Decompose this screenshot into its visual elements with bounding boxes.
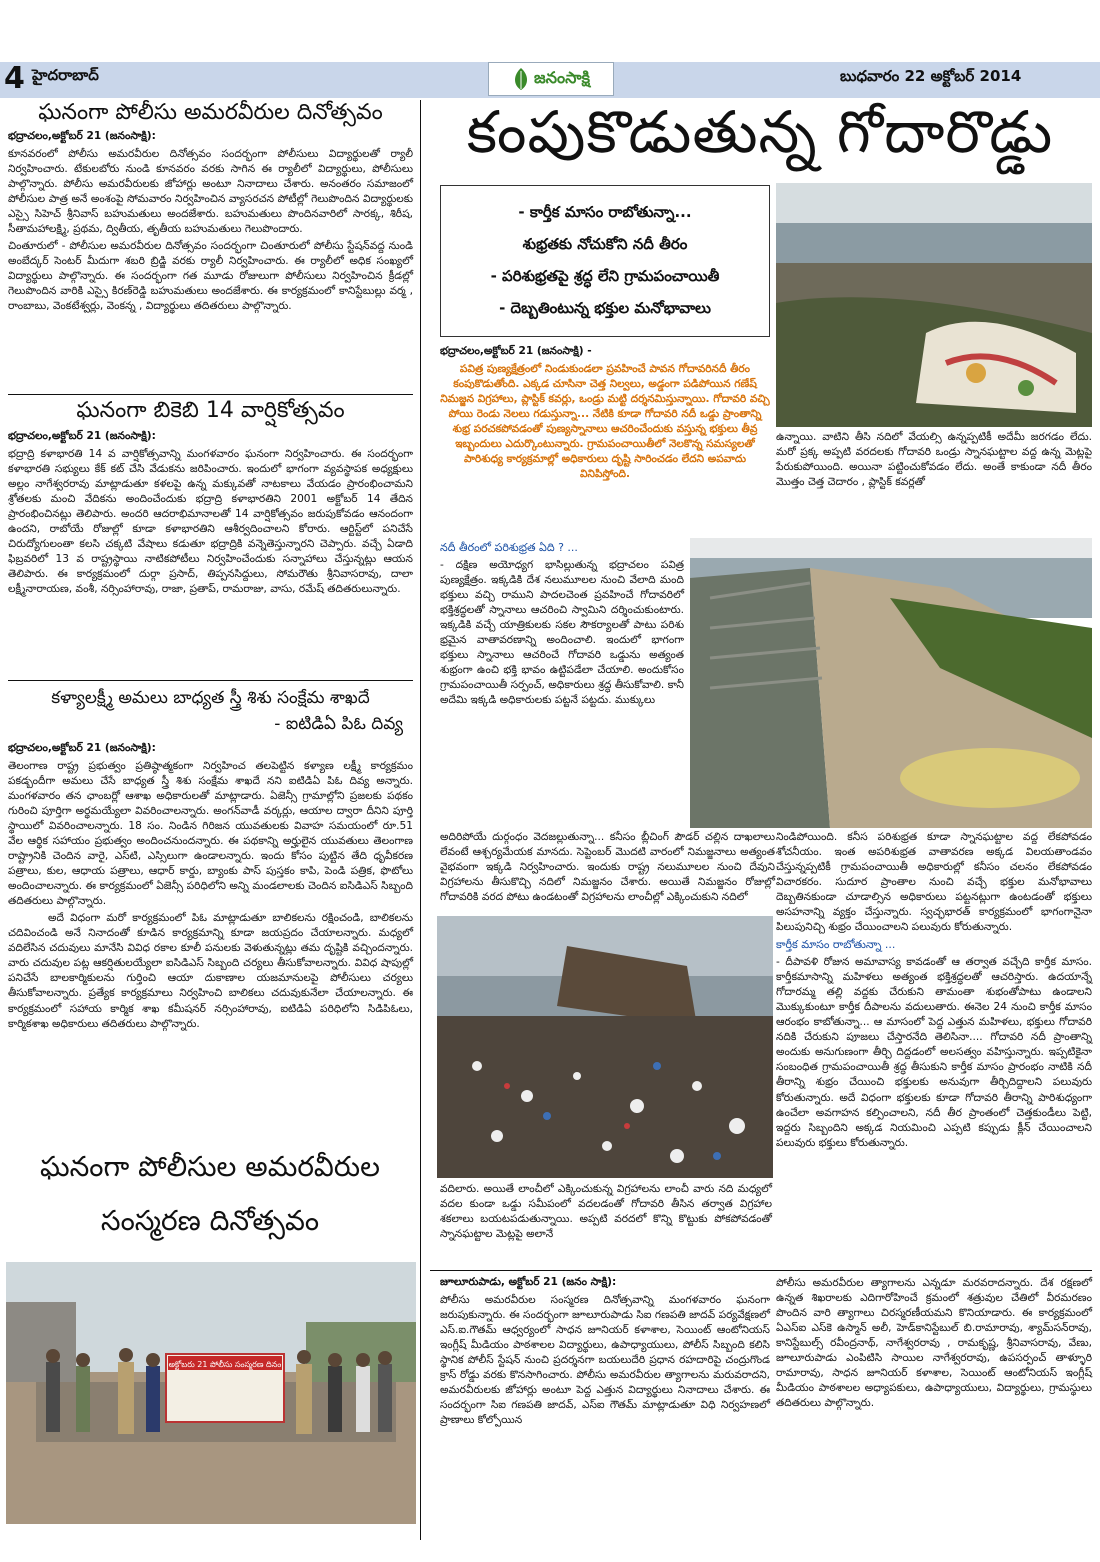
bullet-item: - కార్తీక మాసం రాబోతున్నా...	[518, 203, 692, 221]
headline-kalyana: కళ్యాలక్ష్మీ అమలు బాధ్యత స్త్రీ శిశు సంక్షేమ శాఖదే	[51, 688, 370, 708]
godavari-intro	[440, 345, 770, 482]
paragraph: నిండిపోయింది. కనీస పరిశుభ్రత కూడా స్నానఘట్టాల వద్ద లేకపోవడం శోచనీయం. ఇంత అపరిశుభ్రత వాతావరణ అక్కడ విలయతాండవం చేస్తున్నప్పటికీ గ్రామపంచాయితీ అధికారుల్లో కనీసం చలనం లేకపోవడం విచారకరం. సుదూర ప్రాంతాల నుంచి వచ్చే భక్తుల మనోభావాలు దెబ్బతినకుండా చూడాల్సిన అధికారులు పట్టనట్లుగా ఉంటడంతో భక్తులు అసహనాన్ని వ్యక్తం చేస్తున్నారు. స్వచ్ఛభారత్ కార్యక్రమంలో భాగంగానైనా పిలుపునిచ్చి శుభ్రం చేయించాలని పలువురు కోరుతున్నారు.	[776, 831, 1092, 934]
dateline: భద్రాచలం,అక్టోబర్ 21 (జనంసాక్షి):	[8, 130, 156, 142]
godavari-bottom-para: వదిలారు. అయితే లాంచీలో ఎక్కించుకున్న విగ్రహాలను లాంచీ వారు నది మధ్యలో వదల కుండా ఒడ్డు సమీపంలో వదలడంతో గోదావరి తీసిన తర్వాత విగ్రహాల శకలాలు బయటపడుతున్నాయి. అప్పటి వరదలో కొన్ని కొట్టుకు పోకపోవడంతో స్నానఘట్టాల మెట్లపై అలానే	[440, 1183, 772, 1241]
subheading: కార్తీక మాసం రాబోతున్నా ...	[776, 938, 896, 952]
masthead-date: బుధవారం 22 అక్టోబర్ 2014	[840, 67, 1022, 85]
headline-bkb: ఘనంగా బికెబి 14 వార్షికోత్సవం	[76, 398, 345, 423]
article-bkb	[8, 430, 413, 599]
subheadline-kalyana: - ఐటిడిఏ పిఓ దివ్య	[274, 714, 403, 734]
bullet-box	[440, 185, 770, 337]
divider	[8, 680, 413, 681]
headline-godavari: కంపుకొడుతున్న గోదారొడ్డు	[466, 98, 1054, 166]
article-police-2-col2: పోలీసు అమరవీరుల త్యాగాలను ఎన్నడూ మరవరాదన్నారు. దేశ రక్షణలో ఉన్నత శిఖరాలకు ఎదిగారోహించే క్రమంలో శత్రువుల చేతిలో వీరమరణం పొందిన వారి త్యాగాలు చిరస్మరణీయమని కొనియాడారు. ఈ కార్యక్రమంలో ఏఎస్ఐ ఎస్‌కె ఉస్మాన్ అలీ, హెడ్‌కానిస్టేబుల్ బి.రామారావు, శ్యామ్‌సన్‌రావు, కానిస్టేబుల్స్ రవీంద్రనాథ్, నాగేశ్వరరావు , రామకృష్ణ, శ్రీనివాసరావు, వేణు, జూలూరుపాడు ఎంపిటిసి సాయిల నాగేశ్వరరావు, ఉపసర్పంచ్ తాళ్ళూరి రామారావు, సాధన జూనియర్ కళాశాల, సెయింట్ ఆంటోనియస్ ఇంగ్లీష్ మీడియం పాఠశాలల అధ్యాపకులు, ఉపాధ్యాయులు, విద్యార్థులు, గ్రామస్థులు తదితరులు పాల్గొన్నారు.	[776, 1277, 1092, 1410]
banner-text: అక్టోబరు 21 పోలీసు సంస్మరణ దినం	[168, 1360, 282, 1369]
paragraph: - దక్షిణ అయోధ్యగ భాసిల్లుతున్న భద్రాచలం పవిత్ర పుణ్యక్షేత్రం. ఇక్కడికి దేశ నలుమూలల నుంచి వేలాది మంది భక్తులు వచ్చి రాముని పాదలచెంత ప్రవహించే గోదావరిలో భక్తిశ్రద్ధలతో స్నానాలు ఆచరించి స్వామిని దర్శించుకుంటారు. ఇక్కడికి వచ్చే యాత్రికులకు సకల సౌకర్యాలతో పాటు పరిశు భ్రమైన వాతావరణాన్ని అందించాలి. ఇందులో భాగంగా భక్తులు స్నానాలు ఆచరించే గోదావరి ఒడ్డును అత్యంత శుభ్రంగా ఉంచి భక్తి భావం ఉట్టిపడేలా చేయాలి. అందుకోసం గ్రామపంచాయితీ సర్పంచ్, అధికారులు శ్రద్ధ తీసుకోవాలి. కానీ అదేమి ఇక్కడి అధికారులకు పట్టనే పట్టదు. ముక్కులు	[440, 559, 684, 707]
riverbank-photo-2	[690, 538, 1092, 828]
dateline: భద్రాచలం,అక్టోబర్ 21 (జనంసాక్షి):	[8, 430, 156, 442]
paragraph: అదే విధంగా మరో కార్యక్రమంలో పిఓ మాట్లాడుతూ బాలికలను రక్షించండి, బాలికలను చదివించండి అనే నినాదంతో కూడిన కార్యక్రమాన్ని కూడా జయప్రదం చేయాలన్నారు. మధ్యలో వదిలేసిన చదువులు మానేసి వివిధ రకాల కూలీ పనులకు వెళుతున్నట్లు తమ దృష్టికి వచ్చిందన్నారు. వారు చదువుల పట్ల ఆకర్షితులయ్యేలా ఐసిడిఎస్ సిబ్బంది చర్యలు తీసుకోవాలన్నారు. వివిధ షాపుల్లో పనిచేసే బాలకార్మికులను గుర్తించి ఆయా దుకాణాల యజమానులపై పోలీసులు చర్యలు తీసుకోవాలన్నారు. ప్రత్యేక కార్యక్రమాలు నిర్వహించి బాలికలు చదువుకునేలా చేయాలన్నారు. ఈ కార్యక్రమంలో సహాయ కార్మిక శాఖ కమీషనర్ నర్సింహారావు, ఐటిడిఏ పరిధిలోని సిడిపిఓలు, కార్మికశాఖ అధికారులు తదితరులు పాల్గొన్నారు.	[8, 912, 413, 1030]
godavari-body-1	[440, 538, 684, 708]
godavari-right-2	[776, 830, 1092, 1151]
bullet-item: - పరిశుభ్రతపై శ్రద్ధ లేని గ్రామపంచాయితీ	[490, 267, 720, 285]
riverbank-photo-3	[437, 916, 773, 1178]
logo-text: జనంసాక్షి	[534, 67, 590, 87]
dateline: భద్రాచలం,అక్టోబర్ 21 (జనంసాక్షి):	[8, 742, 156, 754]
paragraph: - దీపావళి రోజున అమావాస్య కావడంతో ఆ తర్వాత వచ్చేది కార్తీక మాసం. కార్తీకమాసాన్ని మహిళలు అత్యంత భక్తిశ్రద్ధలతో ఆచరిస్తారు. ఉదయాన్నే గోదారమ్మ తల్లి వద్దకు చేరుకుని తామంతా శుభంతోపాటు ఉండాలని మొక్కుకుంటూ కార్తీక దీపాలను వదులుతారు. ఈనెల 24 నుంచి కార్తీక మాసం ఆరంభం కాబోతున్నా... ఆ మాసంలో పెద్ద ఎత్తున మహిళలు, భక్తులు గోదావరి నదికి చేరుకుని పూజలు చేస్తారనేది తెలిసినా.... గోదావరి నదీ ప్రాంతాన్ని అందుకు అనుగుణంగా తీర్చి దిద్దడంలో అలసత్వం వహిస్తున్నారు. ఇప్పటికైనా సంబంధిత గ్రామపంచాయితీ శ్రద్ధ తీసుకుని కార్తీక మాసం ప్రారంభం నాటికి నదీ తీరాన్ని శుభ్రం చేయించి భక్తులకు అనువుగా తీర్చిదిద్దాలని పలువురు కోరుతున్నారు. అదే విధంగా భక్తులకు కూడా గోదావరి తీరాన్ని పారిశుధ్యంగా ఉంచేలా అవగాహన కల్పించాలని, నదీ తీర ప్రాంతంలో చెత్తకుండీలు పెట్టి, ఇద్దరు సిబ్బందిని అక్కడ నియమించి ఎప్పటి కప్పుడు క్లీన్ చేయించాలని పలువురు భక్తులు కోరుతున్నారు.	[776, 956, 1092, 1149]
divider	[8, 394, 413, 395]
page-number: 4	[4, 61, 25, 96]
paragraph: భద్రాద్రి కళాభారతి 14 వ వార్షికోత్సవాన్ని మంగళవారం ఘనంగా నిర్వహించారు. ఈ సందర్భంగా కళాభారతి సభ్యులు కేక్ కట్ చేసి వేడుకను జరిపించారు. ఇందులో భాగంగా వ్యవస్థాపక అధ్యక్షులు అల్లం నాగేశ్వరరావు మాట్లాడుతూ కళలపై ఉన్న మక్కువతో నాటకాలు వేయడం ప్రారంభించామని శ్రోతలకు మంచి వేదికను అందించేందుకు భద్రాద్రి కళాభారతిని 2001 అక్టోబర్ 14 తేదిన ప్రారంభించినట్లు తెలిపారు. అందరి ఆదరాభిమానాలతో 14 వార్షికోత్సవం జరుపుకోవడం ఆనందంగా ఉందని, రాబోయే రోజుల్లో కూడా కళాభారతిని ఆశీర్వదించాలని కోరారు. ఆర్టిస్ట్‌లో పనిచేసే చిరుద్యోగులంతా కలసి చక్కటి వేషాలు కడుతూ భద్రాద్రికి వన్నెతెస్తున్నారని చెప్పారు. వచ్చే ఏడాది ఫిబ్రవరిలో 13 వ రాష్ట్రస్థాయి నాటికపోటీలు నిర్వహించేందుకు సన్నాహాలు చేస్తున్నట్లు ఆయన తెలిపారు. ఈ కార్యక్రమంలో దుర్గా ప్రసాద్, తిప్పనసిద్దులు, సోమరౌతు శ్రీనివాసరావు, దాలా లక్ష్మీనారాయణ, వంశీ, నర్సింహారావు, రాజా, ప్రతాప్, రామరాజు, వాసు, రమేష్ తదితరులున్నారు.	[8, 448, 413, 596]
divider	[430, 1270, 1092, 1271]
column-divider	[420, 100, 421, 1540]
right-para-1: ఉన్నాయి. వాటిని తీసి నదిలో వేయల్సి ఉన్నప్పటికీ అదేమీ జరగడం లేదు. మరో ప్రక్క అప్పటి వరదలకు గోదావరి ఒండ్రు స్నానఘట్టాల వద్ద ఉన్న మెట్లపై పేరుకుపోయింది. అయినా పట్టించుకోవడం లేదు. అంతే కాకుండా నదీ తీరం మొత్తం చెత్త చెదారం , ప్లాస్టిక్ కవర్లతో	[776, 431, 1092, 489]
headline-police-1: ఘనంగా పోలీసు అమరవీరుల దినోత్సవం	[38, 100, 383, 125]
dateline: జూలూరుపాడు, అక్టోబర్ 21 (జనం సాక్షి):	[440, 1276, 617, 1288]
headline-police-2-line1: ఘనంగా పోలీసుల అమరవీరుల	[40, 1150, 380, 1183]
intro-paragraph: పవిత్ర పుణ్యక్షేత్రంలో నిండుకుండలా ప్రవహించే పావన గోదావరినదీ తీరం కంపుకొడుతోంది. ఎక్కడ చూసినా చెత్త నిల్వలు, అడ్డంగా పడిపోయిన గణేష్ నిమజ్జన విగ్రహాలు, ప్లాస్టిక్ కవర్లు, ఒండ్రు మట్టి దర్శనమిస్తున్నాయి. గోదావరి వచ్చి పోయి రెండు నెలలు గడుస్తున్నా... నేటికి కూడా గోదావరి నదీ ఒడ్డు ప్రాంతాన్ని శుభ్ర పరచకపోవడంతో పుణ్యస్నానాలు ఆచరించేందుకు వస్తున్న భక్తులు తీవ్ర ఇబ్బందులు ఎదుర్కొంటున్నారు. గ్రామపంచాయితీలో నెలకొన్న సమస్యలతో పారిశుధ్య కార్యక్రమాల్లో అధికారులు దృష్టి సారించడం లేదని అపవాదు వినిపిస్తోంది.	[440, 363, 770, 481]
article-kalyana	[8, 742, 413, 1034]
article-police-2-col1	[440, 1276, 770, 1428]
dateline: భద్రాచలం,అక్టోబర్ 21 (జనంసాక్షి) -	[440, 345, 592, 357]
paragraph: కూనవరంలో పోలీసు అమరవీరుల దినోత్సవం సందర్భంగా పోలీసులు విద్యార్థులతో ర్యాలీ నిర్వహించారు. టేకులబోరు నుండి కూనవరం వరకు సాగిన ఈ ర్యాలీలో విద్యార్థులు, పోలీసులు పాల్గొన్నారు. పోలీసు అమరవీరులకు జోహార్లు అంటూ నినాదాలు చేశారు. అనంతరం సమాజంలో పోలీసుల పాత్ర అనే అంశంపై సోమవారం నిర్వహించిన వ్యాసరచన పోటీల్లో గెలుపొందిన విద్యార్థులకు ఎస్సై సిహెచ్ శ్రీనివాస్ బహుమతులు అందజేశారు. బహుమతులు పొందినవారిలో సారక్క, శిరీష, సీతామహాలక్ష్మి, ప్రథమ, ద్వితీయ, తృతీయ బహుమతులు గెలుపొందారు.	[8, 148, 413, 236]
edition-label: హైదరాబాద్	[32, 66, 99, 84]
godavari-body-1-cont: అదిరిపోయే దుర్గంధం వెదజల్లుతున్నా... కనీసం బ్లీచింగ్ పౌడర్ చల్లిన దాఖలాలు లేవంటే ఆశ్చర్యమేయక మానదు. సెప్టెంబర్ మొదటి వారంలో నిమజ్జనాలు అత్యంత వైభవంగా ఇక్కడి నిర్వహించారు. ఇందుకు రాష్ట్ర నలుమూలల నుంచి దేవుని విగ్రహాలను తీసుకొచ్చి నదిలో నిమజ్జనం చేశారు. అయితే నిమజ్జనం రోజుల్లో గోదావరికి వరద పోటు ఉండటంతో విగ్రహాలను లాంచీల్లో ఎక్కించుకుని నదిలో	[440, 831, 775, 904]
bullet-item: శుభ్రతకు నోచుకోని నదీ తీరం	[522, 235, 688, 253]
rally-photo	[6, 1262, 416, 1524]
paragraph: పోలీసు అమరవీరుల సంస్మరణ దినోత్సవాన్ని మంగళవారం ఘనంగా జరుపుకున్నారు. ఈ సందర్భంగా జూలూరుపాడు సిఐ గణపతి జాదవ్ పర్యవేక్షణలో ఎస్.ఐ.గౌతమ్ ఆధ్వర్యంలో సాధన జూనియర్ కళాశాల, సెయింట్ ఆంటోనియస్ ఇంగ్లీష్ మీడియం పాఠశాలల విద్యార్థులు, ఉపాధ్యాయులు, పోలీస్ సిబ్బంది కలిసి స్థానిక పోలీస్ స్టేషన్ నుంచి ప్రదర్శనగా బయలుదేరి ప్రధాన రహదారిపై చంద్రుగొండ క్రాస్ రోడ్డు వరకు కొనసాగించారు. పోలీసు అమరవీరుల త్యాగాలను మరువరాదని, అమరవీరులకు జోహార్లు అంటూ పెద్ద ఎత్తున విద్యార్థులు నినాదాలు చేశారు. ఈ సందర్భంగా సిఐ గణపతి జాదవ్, ఎస్ఐ గౌతమ్ మాట్లాడుతూ విధి నిర్వహణలో ప్రాణాలు కోల్పోయిన	[440, 1294, 770, 1427]
headline-police-2-line2: సంస్మరణ దినోత్సవం	[100, 1204, 320, 1237]
paragraph: చింతూరులో - పోలీసుల అమరవీరుల దినోత్సవం సందర్భంగా చింతూరులో పోలీసు స్టేషన్‌వద్ద నుండి అంబేద్కర్ సెంటర్ మీదుగా శబరి బ్రిడ్జి వరకు ర్యాలీ నిర్వహించారు. ఈ ర్యాలీలో అధిక సంఖ్యలో విద్యార్థులు పాల్గొన్నారు. ఈ సందర్భంగా గత మూడు రోజులుగా పోలీసులు నిర్వహించిన క్రీడల్లో గెలుపొందిన వారికి ఎస్సై కిరణ్‌రెడ్డి బహుమతులు అందజేశారు. ఈ కార్యక్రమంలో కానిస్టేబుల్లు వర్మ , రాంబాబు, వెంకటేశ్వర్లు, వెంకన్న , విద్యార్థులు తదితరులు పాల్గొన్నారు.	[8, 240, 413, 313]
riverbank-photo-1	[776, 183, 1092, 427]
article-police-1	[8, 130, 413, 316]
logo	[488, 62, 614, 96]
bullet-item: - దెబ్బతింటున్న భక్తుల మనోభావాలు	[499, 299, 711, 317]
paragraph: తెలంగాణ రాష్ట్ర ప్రభుత్వం ప్రతిష్ఠాత్మకంగా నిర్వహించ తలపెట్టిన కళ్యాణ లక్ష్మీ కార్యక్రమం పకడ్బందీగా అమలు చేసే బాధ్యత స్త్రీ శిశు సంక్షేమ శాఖదే నని ఐటిడిఏ పిఓ దివ్య అన్నారు. మంగళవారం తన ఛాంబర్లో ఆశాఖ అధికారులతో మాట్లాడారు. ఏజెన్సీ గ్రామాల్లోని ప్రజలకు పథకం గురించి పూర్తిగా అర్థమయ్యేలా వివరించాలన్నారు. అంగన్‌వాడీ వర్కర్లు, ఆయాల ద్వారా దీనిని పూర్తి స్థాయిలో వివరించాలన్నారు. 18 సం. నిండిన గిరిజన యువతులకు వివాహ సమయంలో రూ.51 వేల ఆర్థిక సహాయం ప్రభుత్వం అందించనుందన్నారు. ఈ పథకాన్ని అర్హులైన యువతులు తెలంగాణ రాష్ట్రానికి చెందిన వారై, ఎస్‌టి, ఎస్సిలుగా ఉండాలన్నారు. ఇందు కోసం పుట్టిన తేది ధృవీకరణ పత్రాలు, కుల, ఆధాయ పత్రాలు, ఆధార్ కార్డు, బ్యాంకు పాస్ పుస్తకం కాపి, పెండి పత్రిక, ఫొటోలు అందించాలన్నారు. ఈ కార్యక్రమంలో ఏజెన్సీ పరిధిలోని అన్ని మండలాలకు చెందిన ఐసిడిఎస్ సిబ్బంది తదితరులు పాల్గొన్నారు.	[8, 760, 413, 908]
subheading: నదీ తీరంలో పరిశుభ్రత ఏది ? ...	[440, 541, 578, 554]
leaf-logo-icon	[512, 67, 530, 91]
